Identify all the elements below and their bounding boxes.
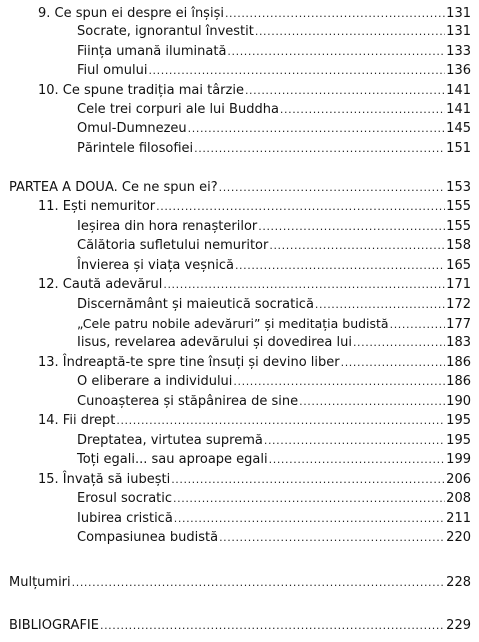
toc-entry-section [77, 451, 471, 469]
toc-entry-page: 155 [446, 199, 471, 214]
toc-entry-chapter-14 [38, 412, 471, 430]
toc-entry-title: „Cele patru nobile adevăruri” și meditația budistă [77, 316, 389, 331]
toc-entry-chapter-15 [38, 471, 471, 489]
dot-leader [264, 432, 445, 450]
toc-entry-title: Discernământ și maieutică socratică [77, 297, 314, 312]
toc-entry-page: 195 [446, 413, 471, 428]
dot-leader [219, 179, 446, 197]
dot-leader [299, 393, 445, 411]
toc-entry-page: 171 [446, 277, 471, 292]
toc-entry-title: Erosul socratic [77, 491, 173, 506]
toc-entry-page: 211 [446, 511, 471, 526]
toc-entry-title: Ieșirea din hora renașterilor [77, 219, 258, 234]
toc-entry-title: Socrate, ignorantul învestit [77, 24, 254, 39]
dot-leader [269, 237, 445, 255]
toc-entry-section [77, 237, 471, 255]
toc-entry-part-two [9, 179, 471, 197]
dot-leader [156, 198, 445, 216]
toc-entry-section [77, 529, 471, 547]
dot-leader [225, 5, 445, 23]
toc-entry-page: 131 [446, 24, 471, 39]
toc-entry-page: 151 [446, 141, 471, 156]
dot-leader [269, 451, 446, 469]
toc-entry-chapter-9 [38, 5, 471, 23]
dot-leader [233, 373, 445, 391]
dot-leader [174, 510, 445, 528]
toc-entry-title: Călătoria sufletului nemuritor [77, 238, 269, 253]
toc-entry-title: Părintele filosofiei [77, 141, 194, 156]
toc-entry-section [77, 510, 471, 528]
toc-entry-page: 158 [446, 238, 471, 253]
dot-leader [116, 412, 445, 430]
dot-leader [173, 490, 445, 508]
toc-entry-page: 177 [446, 317, 471, 332]
toc-entry-page: 206 [446, 472, 471, 487]
toc-entry-page: 186 [446, 355, 471, 370]
toc-entry-title: 13. Îndreaptă-te spre tine însuți și devino liber [38, 355, 340, 370]
dot-leader [390, 316, 446, 334]
toc-entry-section [77, 120, 471, 138]
toc-entry-page: 133 [446, 44, 471, 59]
toc-entry-title: Toți egali... sau aproape egali [77, 452, 268, 467]
toc-entry-title: Cele trei corpuri ale lui Buddha [77, 102, 279, 117]
toc-entry-chapter-10 [38, 82, 471, 100]
toc-entry-section [77, 393, 471, 411]
dot-leader [353, 334, 445, 352]
toc-entry-page: 195 [446, 433, 471, 448]
dot-leader [171, 471, 445, 489]
toc-entry-page: 229 [446, 618, 471, 633]
toc-entry-section [77, 432, 471, 450]
toc-entry-page: 172 [446, 297, 471, 312]
toc-entry-chapter-12 [38, 276, 471, 294]
dot-leader [255, 23, 445, 41]
toc-entry-bibliography [9, 617, 471, 635]
dot-leader [188, 120, 446, 138]
toc-entry-title: Compasiunea budistă [77, 530, 219, 545]
toc-entry-title: PARTEA A DOUA. Ce ne spun ei? [9, 180, 218, 195]
toc-entry-title: 11. Ești nemuritor [38, 199, 156, 214]
toc-entry-title: Cunoașterea și stăpânirea de sine [77, 394, 299, 409]
dot-leader [72, 574, 446, 592]
toc-entry-page: 165 [446, 258, 471, 273]
toc-entry-section [77, 218, 471, 236]
toc-entry-title: 14. Fii drept [38, 413, 116, 428]
toc-entry-page: 145 [446, 121, 471, 136]
toc-entry-chapter-11 [38, 198, 471, 216]
toc-entry-chapter-13 [38, 354, 471, 372]
toc-entry-page: 183 [446, 335, 471, 350]
toc-entry-page: 131 [446, 6, 471, 21]
toc-entry-title: 9. Ce spun ei despre ei înșiși [38, 6, 224, 21]
dot-leader [235, 257, 445, 275]
dot-leader [194, 140, 445, 158]
toc-entry-page: 228 [446, 575, 471, 590]
dot-leader [341, 354, 446, 372]
toc-entry-page: 155 [446, 219, 471, 234]
toc-entry-section [77, 373, 471, 391]
dot-leader [280, 101, 445, 119]
toc-entry-section [77, 43, 471, 61]
toc-entry-title: 12. Caută adevărul [38, 277, 163, 292]
dot-leader [258, 218, 445, 236]
toc-entry-title: BIBLIOGRAFIE [9, 618, 99, 633]
toc-entry-title: Ființa umană iluminată [77, 44, 227, 59]
toc-entry-page: 153 [446, 180, 471, 195]
dot-leader [227, 43, 445, 61]
toc-entry-title: Învierea și viața veșnică [77, 258, 234, 273]
toc-entry-section [77, 23, 471, 41]
dot-leader [148, 62, 445, 80]
dot-leader [219, 529, 445, 547]
toc-entry-section [77, 334, 471, 352]
toc-entry-section [77, 490, 471, 508]
toc-entry-page: 141 [446, 102, 471, 117]
toc-entry-page: 141 [446, 83, 471, 98]
dot-leader [163, 276, 445, 294]
toc-entry-section [77, 62, 471, 80]
toc-entry-section [77, 140, 471, 158]
toc-entry-page: 199 [446, 452, 471, 467]
toc-entry-page: 208 [446, 491, 471, 506]
dot-leader [100, 617, 445, 635]
toc-entry-title: 10. Ce spune tradiția mai târzie [38, 83, 244, 98]
toc-entry-title: Iubirea cristică [77, 511, 173, 526]
toc-entry-title: 15. Învață să iubești [38, 472, 171, 487]
toc-entry-title: Fiul omului [77, 63, 148, 78]
toc-entry-page: 136 [446, 63, 471, 78]
dot-leader [245, 82, 445, 100]
dot-leader [315, 296, 445, 314]
toc-entry-page: 186 [446, 374, 471, 389]
toc-entry-section [77, 315, 471, 333]
toc-entry-section [77, 101, 471, 119]
toc-entry-title: Iisus, revelarea adevărului și dovedirea lui [77, 335, 352, 350]
toc-entry-title: Mulțumiri [9, 575, 71, 590]
toc-entry-title: Dreptatea, virtutea supremă [77, 433, 263, 448]
toc-entry-page: 220 [446, 530, 471, 545]
toc-entry-title: Omul-Dumnezeu [77, 121, 187, 136]
toc-entry-section [77, 296, 471, 314]
toc-entry-acknowledgements [9, 574, 471, 592]
toc-entry-section [77, 257, 471, 275]
toc-entry-title: O eliberare a individului [77, 374, 233, 389]
toc-entry-page: 190 [446, 394, 471, 409]
